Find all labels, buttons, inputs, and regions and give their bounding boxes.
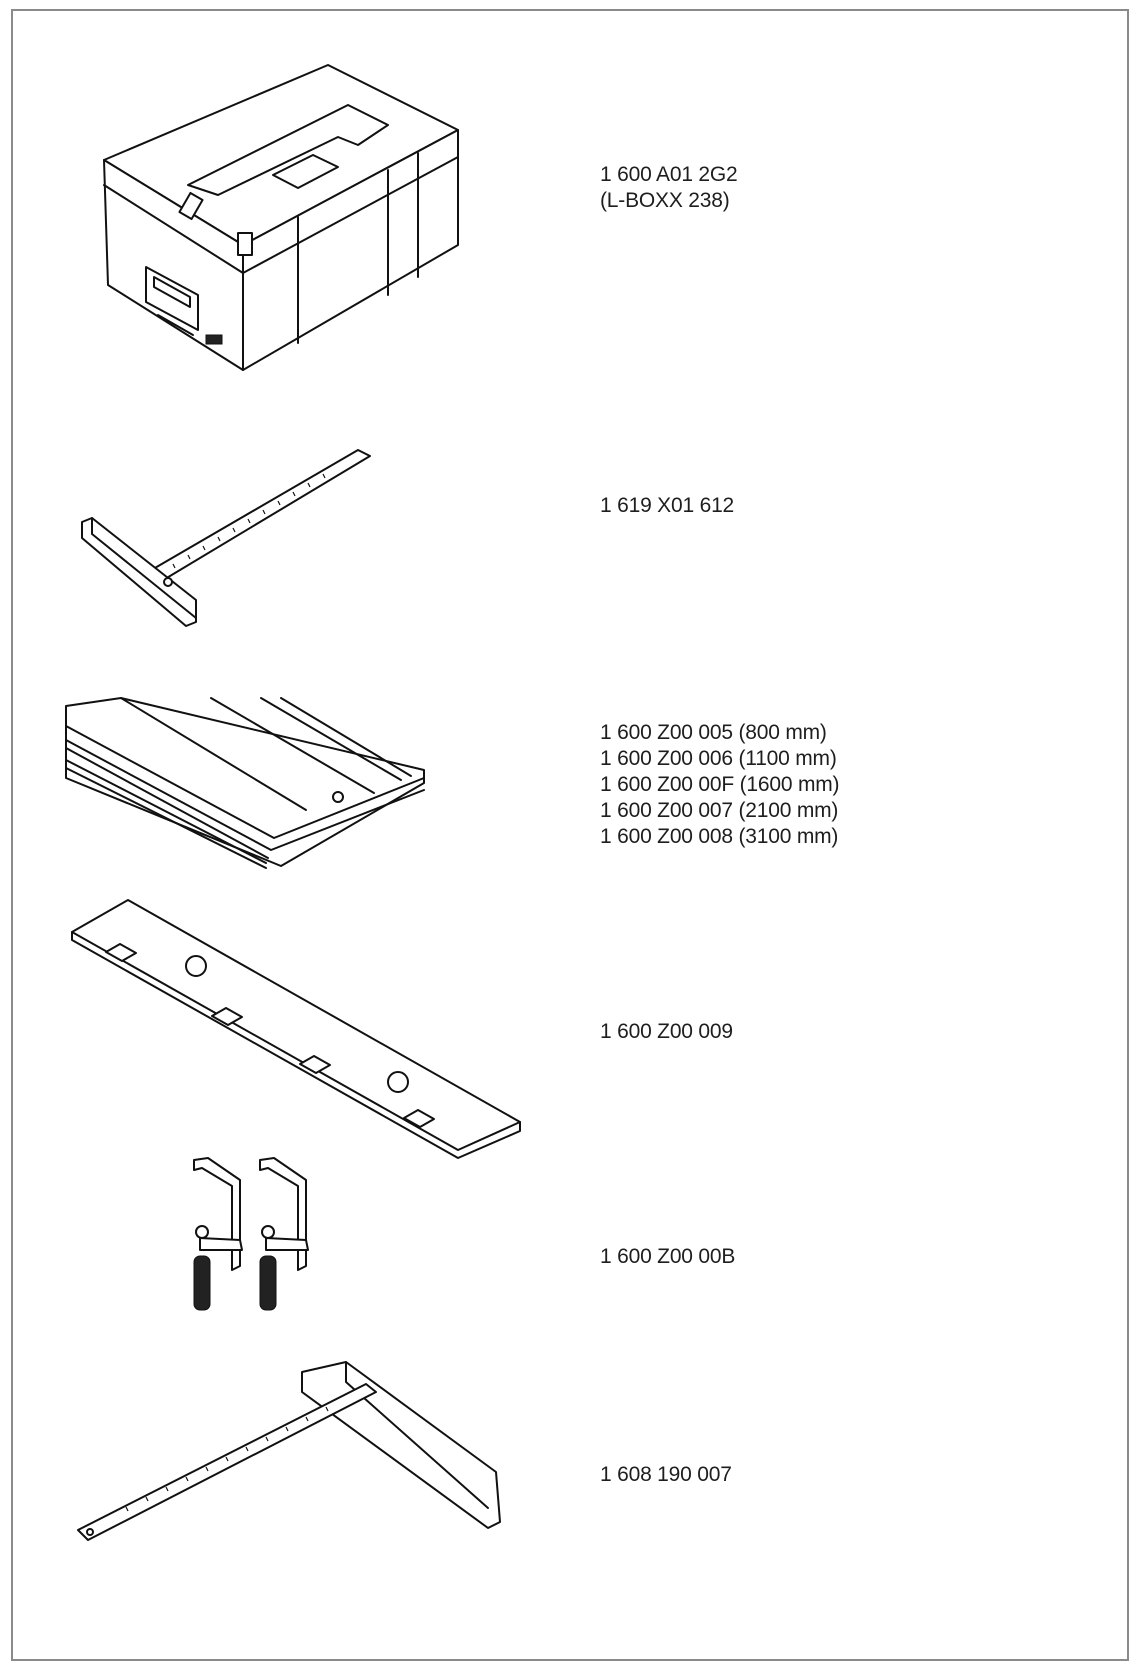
lboxx-case-icon (98, 45, 468, 385)
item-label: 1 600 Z00 00B (600, 1245, 736, 1268)
connector-plate-icon (72, 896, 522, 1161)
angle-guide-large-icon (76, 1362, 506, 1542)
item-label: 1 600 A01 2G2 (600, 163, 738, 186)
item-label: 1 600 Z00 006 (1100 mm) (600, 747, 837, 770)
angle-guide-small-icon (78, 442, 398, 627)
item-label: 1 619 X01 612 (600, 494, 735, 517)
item-label: 1 600 Z00 008 (3100 mm) (600, 825, 839, 848)
item-label: 1 600 Z00 007 (2100 mm) (600, 799, 839, 822)
item-label: 1 600 Z00 00F (1600 mm) (600, 773, 840, 796)
clamps-icon (190, 1158, 340, 1313)
item-label: 1 608 190 007 (600, 1463, 732, 1486)
item-label: (L-BOXX 238) (600, 189, 730, 212)
item-label: 1 600 Z00 009 (600, 1020, 733, 1043)
item-label: 1 600 Z00 005 (800 mm) (600, 721, 827, 744)
guide-rail-icon (66, 698, 436, 873)
